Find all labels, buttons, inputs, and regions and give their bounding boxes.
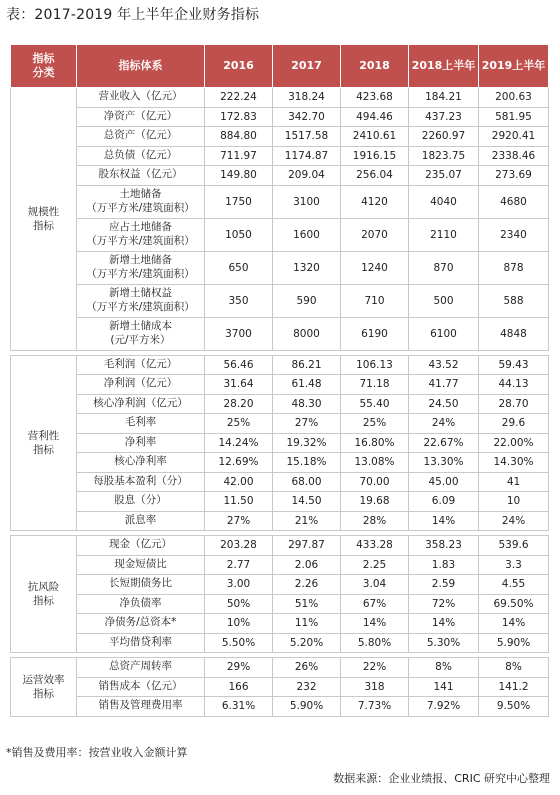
table-row [11, 677, 549, 697]
value-cell: 423.68 [341, 88, 409, 108]
value-cell: 141.2 [479, 677, 549, 697]
value-cell: 3.3 [479, 555, 549, 575]
header-2019-h1: 2019上半年 [479, 45, 549, 88]
value-cell: 2260.97 [409, 127, 479, 147]
value-cell: 11% [273, 614, 341, 634]
value-cell: 588 [479, 284, 549, 317]
value-cell: 6190 [341, 317, 409, 350]
indicator-cell: 新增土储成本 (元/平方米） [77, 317, 205, 350]
value-cell: 69.50% [479, 594, 549, 614]
financial-indicators-table [10, 44, 548, 717]
table-row [11, 536, 549, 556]
indicator-cell: 核心净利率 [77, 453, 205, 473]
value-cell: 71.18 [341, 375, 409, 395]
indicator-cell: 新增土储权益 （万平方米/建筑面积） [77, 284, 205, 317]
value-cell: 14% [341, 614, 409, 634]
table-row [11, 511, 549, 531]
table-row [11, 414, 549, 434]
value-cell: 1240 [341, 251, 409, 284]
header-2018: 2018 [341, 45, 409, 88]
value-cell: 14% [409, 511, 479, 531]
table-row [11, 375, 549, 395]
footnote: *销售及费用率：按营业收入金额计算 [6, 746, 188, 759]
value-cell: 27% [273, 414, 341, 434]
indicator-cell: 毛利率 [77, 414, 205, 434]
indicator-cell: 土地储备 （万平方米/建筑面积） [77, 185, 205, 218]
value-cell: 19.32% [273, 433, 341, 453]
value-cell: 61.48 [273, 375, 341, 395]
indicator-cell: 核心净利润（亿元） [77, 394, 205, 414]
value-cell: 7.73% [341, 697, 409, 717]
value-cell: 256.04 [341, 166, 409, 186]
value-cell: 14.24% [205, 433, 273, 453]
value-cell: 318.24 [273, 88, 341, 108]
value-cell: 6.09 [409, 492, 479, 512]
indicator-cell: 总负债（亿元） [77, 146, 205, 166]
indicator-cell: 净负债率 [77, 594, 205, 614]
value-cell: 3.00 [205, 575, 273, 595]
value-cell: 8% [479, 658, 549, 678]
value-cell: 2.25 [341, 555, 409, 575]
value-cell: 11.50 [205, 492, 273, 512]
value-cell: 4040 [409, 185, 479, 218]
value-cell: 4120 [341, 185, 409, 218]
value-cell: 1517.58 [273, 127, 341, 147]
table-row [11, 453, 549, 473]
value-cell: 70.00 [341, 472, 409, 492]
header-indicator: 指标体系 [77, 45, 205, 88]
value-cell: 200.63 [479, 88, 549, 108]
value-cell: 14.30% [479, 453, 549, 473]
value-cell: 67% [341, 594, 409, 614]
indicator-cell: 应占土地储备 （万平方米/建筑面积） [77, 218, 205, 251]
value-cell: 13.08% [341, 453, 409, 473]
value-cell: 72% [409, 594, 479, 614]
table-header-row [11, 45, 549, 88]
value-cell: 878 [479, 251, 549, 284]
value-cell: 29.6 [479, 414, 549, 434]
indicator-cell: 长短期债务比 [77, 575, 205, 595]
category-cell: 规模性 指标 [11, 88, 77, 351]
value-cell: 22% [341, 658, 409, 678]
indicator-cell: 每股基本盈利（分） [77, 472, 205, 492]
value-cell: 5.50% [205, 633, 273, 653]
value-cell: 9.50% [479, 697, 549, 717]
table-row [11, 127, 549, 147]
value-cell: 48.30 [273, 394, 341, 414]
value-cell: 50% [205, 594, 273, 614]
table-row [11, 492, 549, 512]
value-cell: 590 [273, 284, 341, 317]
value-cell: 2070 [341, 218, 409, 251]
value-cell: 1320 [273, 251, 341, 284]
value-cell: 273.69 [479, 166, 549, 186]
table-row [11, 251, 549, 284]
page-title: 表：2017-2019 年上半年企业财务指标 [6, 7, 260, 23]
value-cell: 711.97 [205, 146, 273, 166]
value-cell: 15.18% [273, 453, 341, 473]
value-cell: 59.43 [479, 355, 549, 375]
value-cell: 7.92% [409, 697, 479, 717]
value-cell: 433.28 [341, 536, 409, 556]
indicator-cell: 净债务/总资本* [77, 614, 205, 634]
value-cell: 2340 [479, 218, 549, 251]
value-cell: 22.00% [479, 433, 549, 453]
value-cell: 6.31% [205, 697, 273, 717]
value-cell: 172.83 [205, 107, 273, 127]
table-row [11, 284, 549, 317]
value-cell: 1.83 [409, 555, 479, 575]
value-cell: 222.24 [205, 88, 273, 108]
value-cell: 203.28 [205, 536, 273, 556]
value-cell: 45.00 [409, 472, 479, 492]
value-cell: 232 [273, 677, 341, 697]
indicator-cell: 销售成本（亿元） [77, 677, 205, 697]
value-cell: 25% [341, 414, 409, 434]
value-cell: 5.30% [409, 633, 479, 653]
table-row [11, 594, 549, 614]
value-cell: 166 [205, 677, 273, 697]
value-cell: 55.40 [341, 394, 409, 414]
value-cell: 28.20 [205, 394, 273, 414]
value-cell: 1916.15 [341, 146, 409, 166]
value-cell: 650 [205, 251, 273, 284]
value-cell: 149.80 [205, 166, 273, 186]
value-cell: 3.04 [341, 575, 409, 595]
value-cell: 235.07 [409, 166, 479, 186]
value-cell: 1750 [205, 185, 273, 218]
header-2018-h1: 2018上半年 [409, 45, 479, 88]
table-row [11, 697, 549, 717]
value-cell: 29% [205, 658, 273, 678]
indicator-cell: 净资产（亿元） [77, 107, 205, 127]
indicator-cell: 毛利润（亿元） [77, 355, 205, 375]
value-cell: 3700 [205, 317, 273, 350]
value-cell: 8000 [273, 317, 341, 350]
table-row [11, 88, 549, 108]
value-cell: 1600 [273, 218, 341, 251]
table-row [11, 658, 549, 678]
table-row [11, 218, 549, 251]
value-cell: 10% [205, 614, 273, 634]
value-cell: 10 [479, 492, 549, 512]
indicator-cell: 净利润（亿元） [77, 375, 205, 395]
value-cell: 19.68 [341, 492, 409, 512]
indicator-cell: 派息率 [77, 511, 205, 531]
value-cell: 318 [341, 677, 409, 697]
indicator-cell: 现金短债比 [77, 555, 205, 575]
value-cell: 26% [273, 658, 341, 678]
value-cell: 5.80% [341, 633, 409, 653]
value-cell: 437.23 [409, 107, 479, 127]
category-cell: 运营效率 指标 [11, 658, 77, 717]
value-cell: 106.13 [341, 355, 409, 375]
indicator-cell: 净利率 [77, 433, 205, 453]
value-cell: 28% [341, 511, 409, 531]
value-cell: 1823.75 [409, 146, 479, 166]
table-row [11, 185, 549, 218]
category-cell: 营利性 指标 [11, 355, 77, 531]
header-2016: 2016 [205, 45, 273, 88]
value-cell: 43.52 [409, 355, 479, 375]
value-cell: 24% [409, 414, 479, 434]
value-cell: 5.90% [273, 697, 341, 717]
value-cell: 41 [479, 472, 549, 492]
value-cell: 358.23 [409, 536, 479, 556]
value-cell: 28.70 [479, 394, 549, 414]
value-cell: 27% [205, 511, 273, 531]
value-cell: 4.55 [479, 575, 549, 595]
table-row [11, 394, 549, 414]
value-cell: 42.00 [205, 472, 273, 492]
value-cell: 3100 [273, 185, 341, 218]
value-cell: 539.6 [479, 536, 549, 556]
indicator-cell: 总资产（亿元） [77, 127, 205, 147]
value-cell: 2110 [409, 218, 479, 251]
value-cell: 24.50 [409, 394, 479, 414]
table-row [11, 355, 549, 375]
table-row [11, 472, 549, 492]
value-cell: 22.67% [409, 433, 479, 453]
table-row [11, 166, 549, 186]
value-cell: 2920.41 [479, 127, 549, 147]
value-cell: 4848 [479, 317, 549, 350]
value-cell: 86.21 [273, 355, 341, 375]
value-cell: 2.06 [273, 555, 341, 575]
header-2017: 2017 [273, 45, 341, 88]
value-cell: 31.64 [205, 375, 273, 395]
data-source: 数据来源：企业业绩报、CRIC 研究中心整理 [333, 772, 550, 785]
value-cell: 6100 [409, 317, 479, 350]
value-cell: 2338.46 [479, 146, 549, 166]
value-cell: 4680 [479, 185, 549, 218]
value-cell: 2.77 [205, 555, 273, 575]
value-cell: 68.00 [273, 472, 341, 492]
category-cell: 抗风险 指标 [11, 536, 77, 653]
indicator-cell: 股东权益（亿元） [77, 166, 205, 186]
value-cell: 2.26 [273, 575, 341, 595]
value-cell: 2410.61 [341, 127, 409, 147]
value-cell: 1050 [205, 218, 273, 251]
value-cell: 884.80 [205, 127, 273, 147]
value-cell: 342.70 [273, 107, 341, 127]
table-row [11, 146, 549, 166]
table-row [11, 433, 549, 453]
table-row [11, 107, 549, 127]
value-cell: 44.13 [479, 375, 549, 395]
value-cell: 494.46 [341, 107, 409, 127]
value-cell: 41.77 [409, 375, 479, 395]
indicator-cell: 总资产周转率 [77, 658, 205, 678]
value-cell: 2.59 [409, 575, 479, 595]
value-cell: 141 [409, 677, 479, 697]
indicator-cell: 营业收入（亿元） [77, 88, 205, 108]
indicator-cell: 现金（亿元） [77, 536, 205, 556]
value-cell: 710 [341, 284, 409, 317]
value-cell: 581.95 [479, 107, 549, 127]
header-category: 指标 分类 [11, 45, 77, 88]
value-cell: 51% [273, 594, 341, 614]
value-cell: 209.04 [273, 166, 341, 186]
value-cell: 14% [479, 614, 549, 634]
value-cell: 14.50 [273, 492, 341, 512]
table-row [11, 317, 549, 350]
value-cell: 5.20% [273, 633, 341, 653]
value-cell: 297.87 [273, 536, 341, 556]
indicator-cell: 新增土地储备 （万平方米/建筑面积） [77, 251, 205, 284]
value-cell: 500 [409, 284, 479, 317]
value-cell: 870 [409, 251, 479, 284]
value-cell: 5.90% [479, 633, 549, 653]
value-cell: 12.69% [205, 453, 273, 473]
indicator-cell: 销售及管理费用率 [77, 697, 205, 717]
value-cell: 13.30% [409, 453, 479, 473]
value-cell: 14% [409, 614, 479, 634]
table-row [11, 633, 549, 653]
value-cell: 8% [409, 658, 479, 678]
table-row [11, 575, 549, 595]
value-cell: 56.46 [205, 355, 273, 375]
value-cell: 184.21 [409, 88, 479, 108]
table-row [11, 555, 549, 575]
indicator-cell: 平均借贷利率 [77, 633, 205, 653]
indicator-cell: 股息（分） [77, 492, 205, 512]
value-cell: 24% [479, 511, 549, 531]
table-row [11, 614, 549, 634]
value-cell: 1174.87 [273, 146, 341, 166]
value-cell: 21% [273, 511, 341, 531]
value-cell: 350 [205, 284, 273, 317]
value-cell: 25% [205, 414, 273, 434]
value-cell: 16.80% [341, 433, 409, 453]
